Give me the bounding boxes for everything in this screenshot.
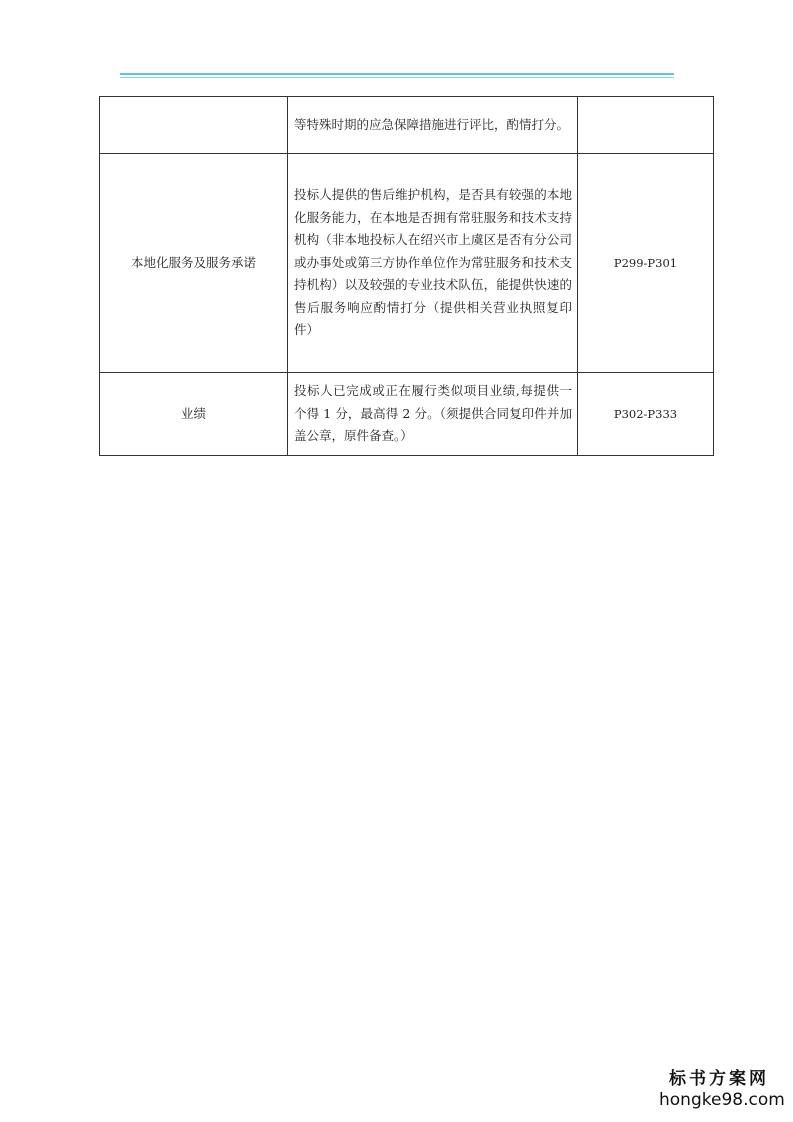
item-cell: 本地化服务及服务承诺 — [100, 154, 288, 373]
page-ref-cell — [578, 97, 714, 154]
item-cell: 业绩 — [100, 373, 288, 456]
header-rule-secondary — [120, 77, 674, 78]
page-ref-cell: P299-P301 — [578, 154, 714, 373]
criteria-cell: 等特殊时期的应急保障措施进行评比，酌情打分。 — [288, 97, 578, 154]
page-ref-cell: P302-P333 — [578, 373, 714, 456]
criteria-cell: 投标人已完成或正在履行类似项目业绩,每提供一个得 1 分，最高得 2 分。（须提供合同复印件并加盖公章，原件备查。） — [288, 373, 578, 456]
scoring-table — [99, 96, 714, 456]
table-row — [100, 97, 714, 154]
item-cell — [100, 97, 288, 154]
watermark-url: hongke98.com — [659, 1090, 785, 1110]
watermark-title: 标书方案网 — [669, 1069, 769, 1089]
table-row — [100, 154, 714, 373]
table-row — [100, 373, 714, 456]
header-rule — [120, 73, 674, 75]
site-watermark — [659, 1068, 785, 1110]
criteria-cell: 投标人提供的售后维护机构，是否具有较强的本地化服务能力，在本地是否拥有常驻服务和技术支持机构（非本地投标人在绍兴市上虞区是否有分公司或办事处或第三方协作单位作为常驻服务和技术支持机构）以及较强的专业技术队伍，能提供快速的售后服务响应酌情打分（提供相关营业执照复印件） — [288, 154, 578, 373]
